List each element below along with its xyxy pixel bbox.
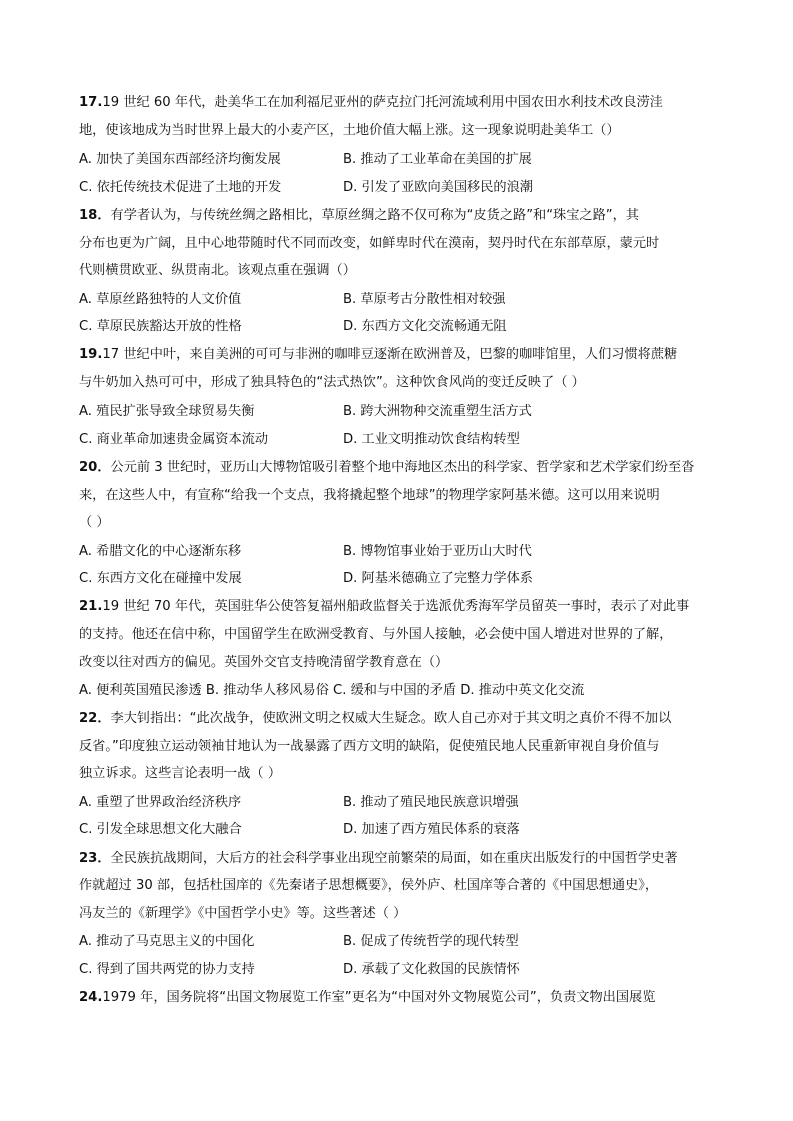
question-23-line-2: 作就超过 30 部，包括杜国庠的《先秦诸子思想概要》，侯外庐、杜国庠等合著的《中国思想通史》， (79, 878, 659, 893)
question-17-option-d[interactable]: D. 引发了亚欧向美国移民的浪潮 (343, 180, 533, 195)
question-18-line-2: 分布也更为广阔，且中心地带随时代不同而改变，如鲜卑时代在漠南，契丹时代在东部草原，蒙元时 (79, 236, 660, 251)
question-19-option-c[interactable]: C. 商业革命加速贵金属资本流动 (79, 432, 269, 447)
question-22-option-d[interactable]: D. 加速了西方殖民体系的衰落 (343, 822, 520, 837)
question-23-option-d[interactable]: D. 承载了文化救国的民族情怀 (343, 962, 520, 977)
question-18-option-c[interactable]: C. 草原民族豁达开放的性格 (79, 319, 242, 334)
question-17-option-b[interactable]: B. 推动了工业革命在美国的扩展 (343, 152, 532, 167)
question-19-option-d[interactable]: D. 工业文明推动饮食结构转型 (343, 432, 520, 447)
question-18-option-b[interactable]: B. 草原考古分散性相对较强 (343, 292, 506, 307)
question-18-option-a[interactable]: A. 草原丝路独特的人文价值 (79, 292, 242, 307)
question-20-number: 20． (79, 460, 111, 475)
question-23-line-3: 冯友兰的《新理学》《中国哲学小史》等。这些著述（ ） (79, 906, 407, 921)
question-17-line-1: 17.19 世纪 60 年代，赴美华工在加利福尼亚州的萨克拉门托河流域利用中国农田水利技术改良涝洼 (79, 95, 663, 110)
question-20-line-3: （ ） (79, 515, 110, 530)
question-24-number: 24. (79, 990, 103, 1005)
question-18-number: 18． (79, 208, 111, 223)
question-22-number: 22． (79, 711, 111, 726)
question-17-line-2: 地，使该地成为当时世界上最大的小麦产区，土地价值大幅上涨。这一现象说明赴美华工（） (79, 123, 620, 138)
question-21-number: 21. (79, 599, 103, 614)
question-20-option-c[interactable]: C. 东西方文化在碰撞中发展 (79, 571, 242, 586)
question-24-line-1: 24.1979 年，国务院将“出国文物展览工作室”更名为“中国对外文物展览公司”，负责文物出国展览 (79, 990, 656, 1005)
question-21-line-3: 改变以往对西方的偏见。英国外交官支持晚清留学教育意在（） (79, 655, 449, 670)
question-23-option-c[interactable]: C. 得到了国共两党的协力支持 (79, 962, 255, 977)
question-21-options[interactable]: A. 便利英国殖民渗透 B. 推动华人移风易俗 C. 缓和与中国的矛盾 D. 推动中英文化交流 (79, 683, 585, 698)
question-22-line-3: 独立诉求。这些言论表明一战（ ） (79, 766, 282, 781)
question-22-option-b[interactable]: B. 推动了殖民地民族意识增强 (343, 795, 519, 810)
question-21-line-1: 21.19 世纪 70 年代，英国驻华公使答复福州船政监督关于选派优秀海军学员留英一事时，表示了对此事 (79, 599, 690, 614)
question-19-number: 19. (79, 347, 103, 362)
question-22-line-1: 22．李大钊指出：“此次战争，使欧洲文明之权威大生疑念。欧人自己亦对于其文明之真价不得不加以 (79, 711, 672, 726)
question-18-option-d[interactable]: D. 东西方文化交流畅通无阻 (343, 319, 507, 334)
question-19-line-2: 与牛奶加入热可可中，形成了独具特色的“法式热饮”。这种饮食风尚的变迁反映了（ ） (79, 375, 585, 390)
question-18-line-1: 18．有学者认为，与传统丝绸之路相比，草原丝绸之路不仅可称为“皮货之路”和“珠宝之路”，其 (79, 208, 639, 223)
question-20-option-a[interactable]: A. 希腊文化的中心逐渐东移 (79, 544, 242, 559)
question-20-line-2: 来，在这些人中，有宣称“给我一个支点，我将撬起整个地球”的物理学家阿基米德。这可以用来说明 (79, 488, 660, 503)
question-20-line-1: 20．公元前 3 世纪时，亚历山大博物馆吸引着整个地中海地区杰出的科学家、哲学家和艺术学家们纷至沓 (79, 460, 695, 475)
question-20-option-b[interactable]: B. 博物馆事业始于亚历山大时代 (343, 544, 532, 559)
question-21-line-2: 的支持。他还在信中称，中国留学生在欧洲受教育、与外国人接触，必会使中国人增进对世界的了解， (79, 627, 673, 642)
question-23-option-b[interactable]: B. 促成了传统哲学的现代转型 (343, 934, 519, 949)
question-18-line-3: 代则横贯欧亚、纵贯南北。该观点重在强调（） (79, 263, 356, 278)
question-19-option-a[interactable]: A. 殖民扩张导致全球贸易失衡 (79, 404, 255, 419)
question-22-line-2: 反省。”印度独立运动领袖甘地认为一战暴露了西方文明的缺陷，促使殖民地人民重新审视自身价值与 (79, 739, 660, 754)
question-17-option-c[interactable]: C. 依托传统技术促进了土地的开发 (79, 180, 282, 195)
question-22-option-a[interactable]: A. 重塑了世界政治经济秩序 (79, 795, 242, 810)
question-20-option-d[interactable]: D. 阿基米德确立了完整力学体系 (343, 571, 533, 586)
question-17-option-a[interactable]: A. 加快了美国东西部经济均衡发展 (79, 152, 281, 167)
question-23-number: 23． (79, 851, 111, 866)
question-22-option-c[interactable]: C. 引发全球思想文化大融合 (79, 822, 242, 837)
question-19-option-b[interactable]: B. 跨大洲物种交流重塑生活方式 (343, 404, 532, 419)
question-23-line-1: 23．全民族抗战期间，大后方的社会科学事业出现空前繁荣的局面，如在重庆出版发行的中国哲学史著 (79, 851, 678, 866)
question-17-number: 17. (79, 95, 103, 110)
question-19-line-1: 19.17 世纪中叶，来自美洲的可可与非洲的咖啡豆逐渐在欧洲普及，巴黎的咖啡馆里，人们习惯将蔗糖 (79, 347, 678, 362)
question-23-option-a[interactable]: A. 推动了马克思主义的中国化 (79, 934, 255, 949)
